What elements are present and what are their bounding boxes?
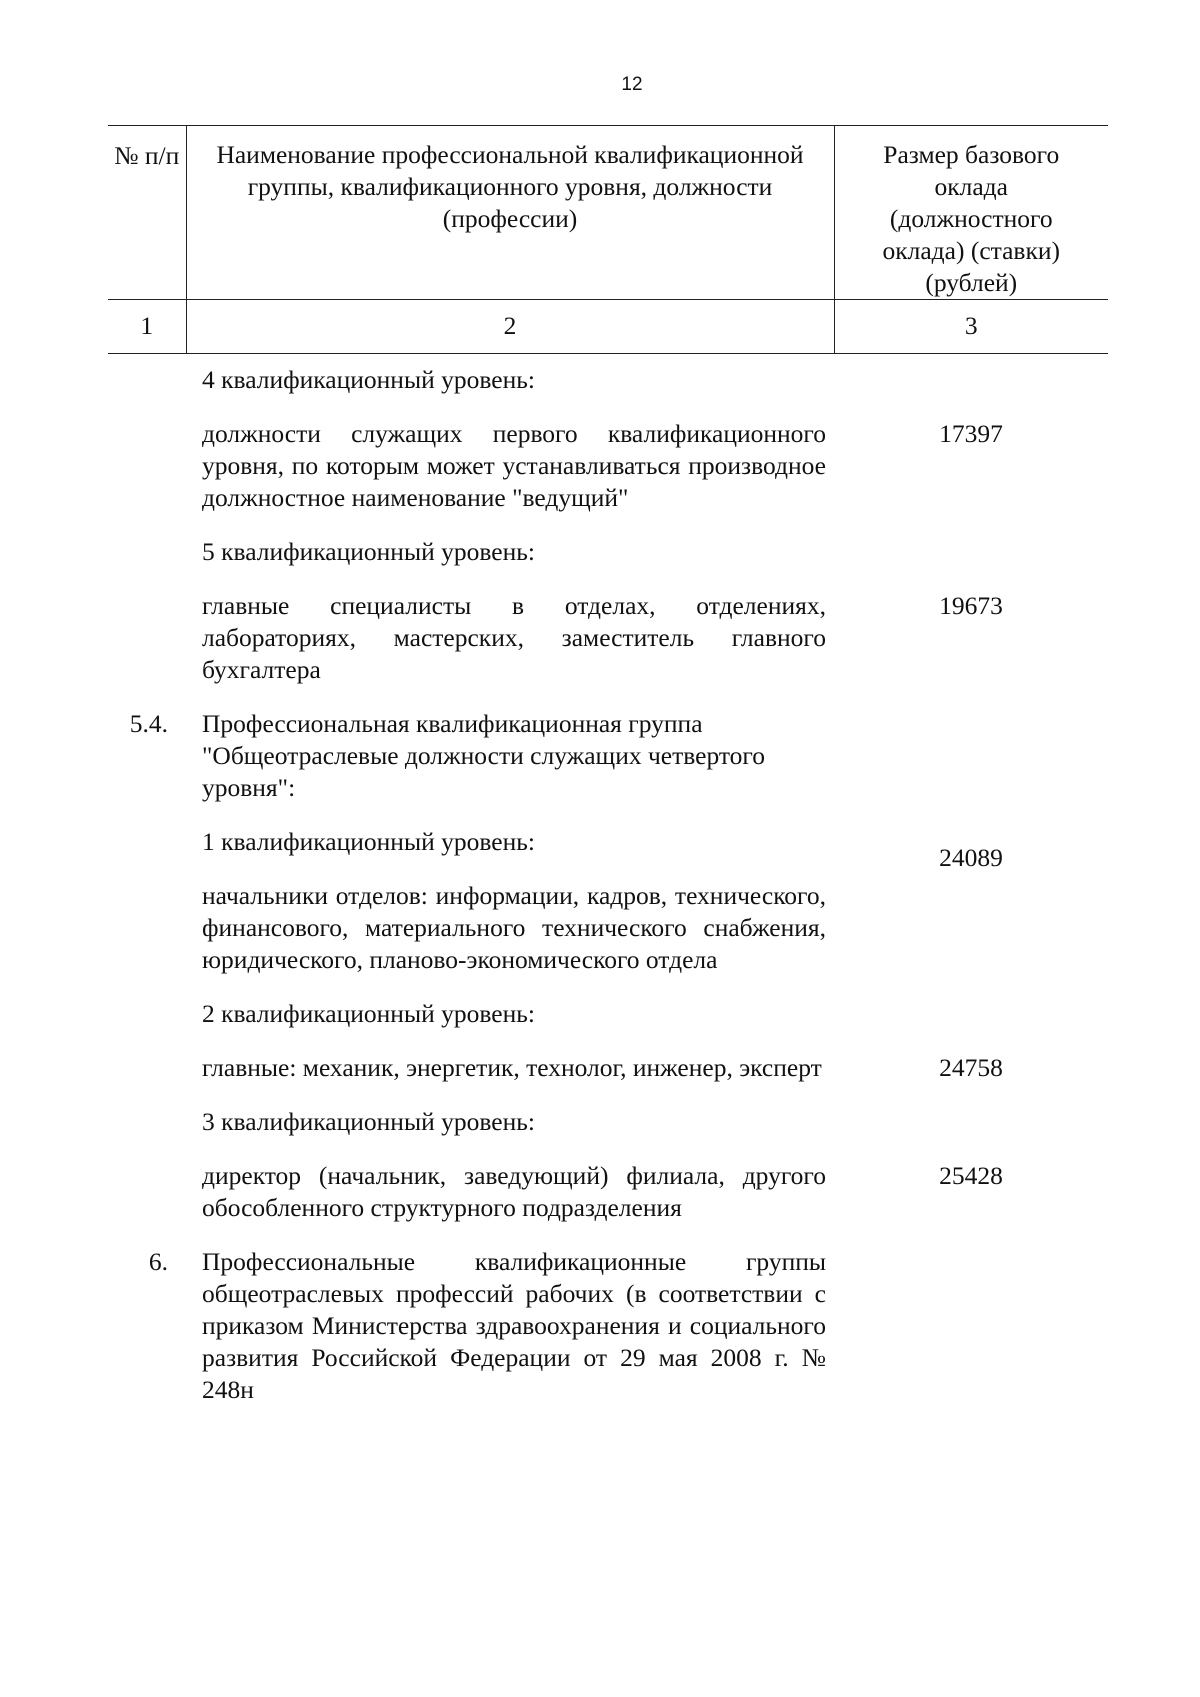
salary-table xyxy=(108,125,1108,1406)
row-value xyxy=(834,514,1108,568)
row-text: 1 квалификационный уровень: xyxy=(202,827,535,856)
row-number: 5.4. xyxy=(129,709,168,738)
table-row xyxy=(108,568,1108,686)
column-number-row xyxy=(108,300,1108,354)
row-number xyxy=(108,858,186,976)
row-number xyxy=(108,804,186,858)
row-value: 17397 xyxy=(939,419,1003,448)
row-value xyxy=(834,354,1108,397)
row-text: 5 квалификационный уровень: xyxy=(202,537,535,566)
row-number xyxy=(108,354,186,397)
column-number: 1 xyxy=(108,300,186,354)
row-text: Профессиональные квалификационные группы общеотраслевых профессий рабочих (в соответствии с приказом Министерства здравоохранения и социального развития Российской Федерации от 29 мая 2008 г. № 248н xyxy=(202,1247,826,1404)
row-text: должности служащих первого квалификационного уровня, по которым может устанавливаться производное должностное наименование "ведущий" xyxy=(202,419,826,512)
table-row xyxy=(108,354,1108,397)
column-number: 3 xyxy=(834,300,1108,354)
row-number xyxy=(108,976,186,1030)
table-row xyxy=(108,1030,1108,1084)
row-value xyxy=(834,1224,1108,1406)
table-row xyxy=(108,976,1108,1030)
row-value: 19673 xyxy=(939,591,1003,620)
table-row xyxy=(108,514,1108,568)
row-text: главные: механик, энергетик, технолог, инженер, эксперт xyxy=(202,1053,822,1082)
row-value: 25428 xyxy=(939,1161,1003,1190)
header-number: № п/п xyxy=(108,126,186,300)
row-value: 24089 xyxy=(939,843,1003,872)
row-text: директор (начальник, заведующий) филиала, другого обособленного структурного подразделения xyxy=(202,1161,826,1222)
row-number xyxy=(108,1138,186,1224)
table-row xyxy=(108,396,1108,514)
row-text: Профессиональная квалификационная группа "Общеотраслевые должности служащих четвертого уровня": xyxy=(202,709,766,802)
row-number xyxy=(108,1030,186,1084)
table-row xyxy=(108,1084,1108,1138)
row-value xyxy=(834,686,1108,804)
row-number xyxy=(108,568,186,686)
row-number xyxy=(108,514,186,568)
row-text: 3 квалификационный уровень: xyxy=(202,1107,535,1136)
row-number xyxy=(108,1084,186,1138)
page-number: 12 xyxy=(621,74,643,95)
row-text: 4 квалификационный уровень: xyxy=(202,365,535,394)
row-value xyxy=(834,976,1108,1030)
header-salary: Размер базового оклада (должностного оклада) (ставки) (рублей) xyxy=(834,126,1108,300)
row-text: главные специалисты в отделах, отделениях, лабораториях, мастерских, заместитель главного бухгалтера xyxy=(202,591,826,684)
row-value: 24758 xyxy=(939,1053,1003,1082)
row-value xyxy=(834,1084,1108,1138)
table-row xyxy=(108,804,1108,858)
table-row xyxy=(108,1138,1108,1224)
column-number: 2 xyxy=(186,300,834,354)
header-name: Наименование профессиональной квалификационной группы, квалификационного уровня, должности (профессии) xyxy=(186,126,834,300)
row-number xyxy=(108,396,186,514)
table-row xyxy=(108,1224,1108,1406)
row-number: 6. xyxy=(148,1247,168,1276)
table-header-row xyxy=(108,126,1108,300)
table-row xyxy=(108,686,1108,804)
row-text: 2 квалификационный уровень: xyxy=(202,999,535,1028)
row-text: начальники отделов: информации, кадров, технического, финансового, материального технического снабжения, юридического, планово-экономического отдела xyxy=(202,881,826,974)
